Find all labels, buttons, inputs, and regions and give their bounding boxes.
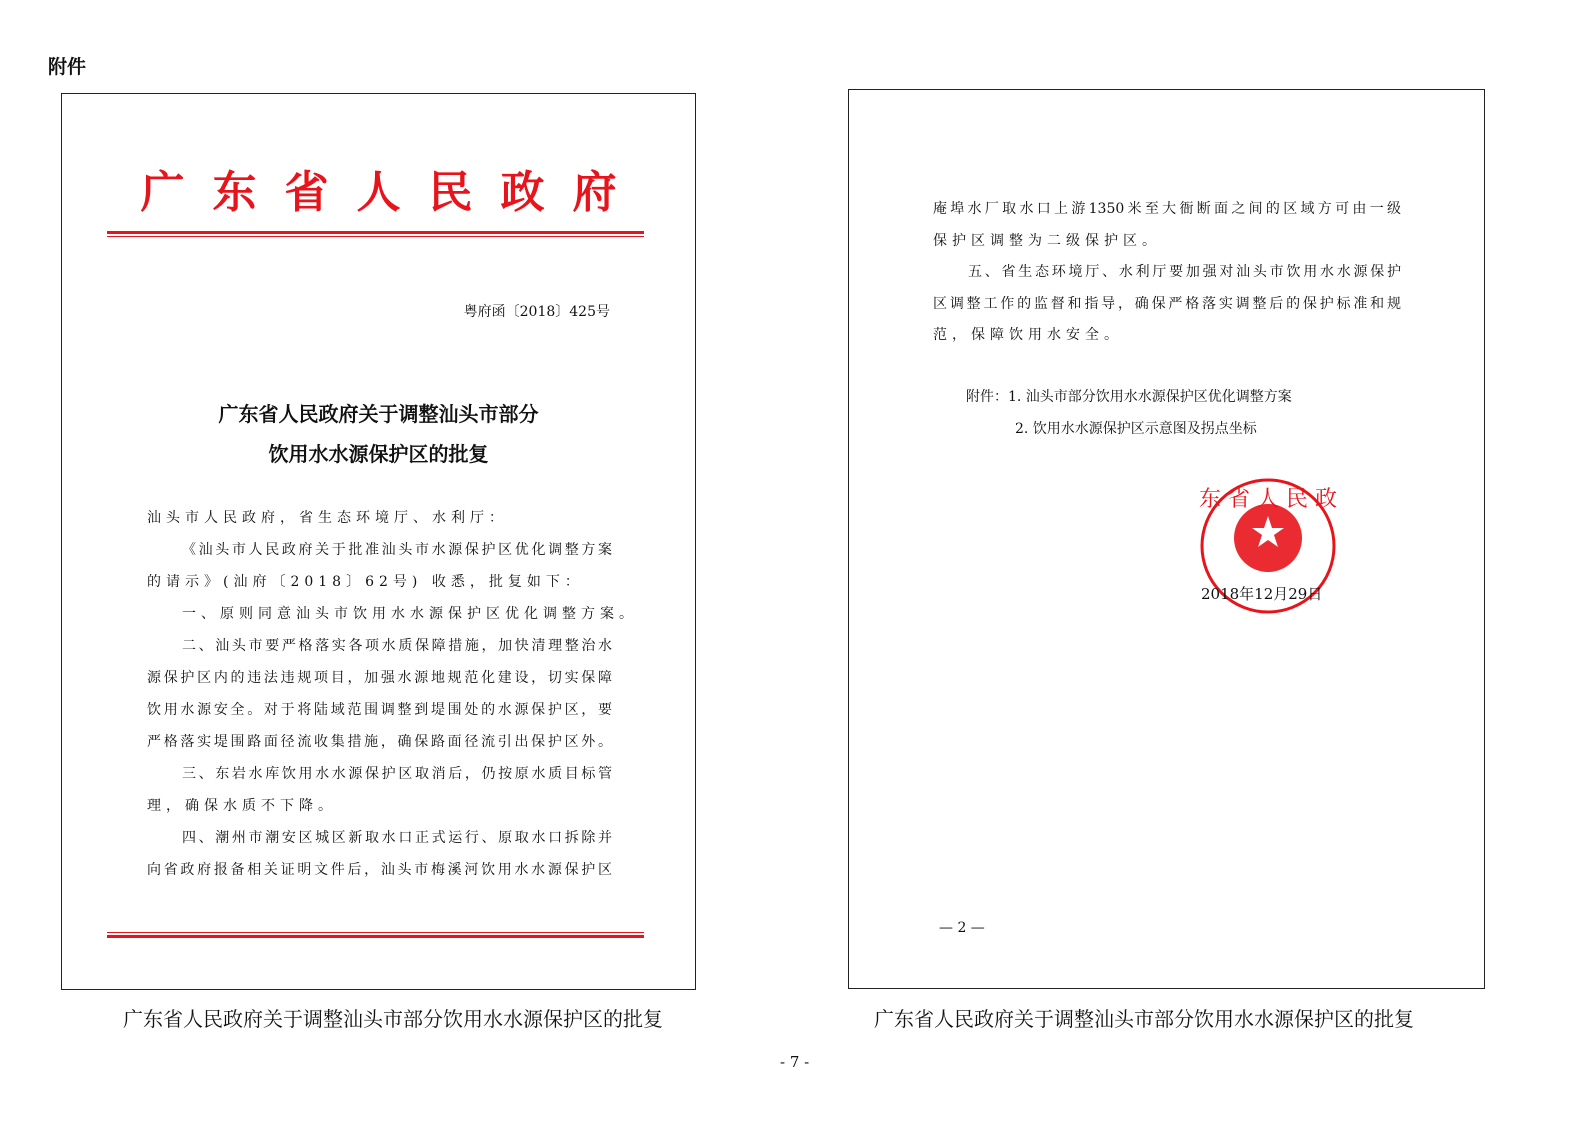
header-red-line-thin <box>107 236 644 237</box>
body-line: 源保护区内的违法违规项目，加强水源地规范化建设，切实保障 <box>147 670 612 686</box>
body-line: 范，保障饮用水安全。 <box>933 327 1123 343</box>
attachment-label: 附件 <box>48 56 87 78</box>
body-line: 五、省生态环境厅、水利厅要加强对汕头市饮用水水源保护 <box>968 264 1401 280</box>
document-title-line-1: 广东省人民政府关于调整汕头市部分 <box>218 402 539 426</box>
attachment-item-1: 附件：1. 汕头市部分饮用水水源保护区优化调整方案 <box>966 389 1292 405</box>
seal-arc-text: 东 省 人 民 政 <box>1199 487 1337 512</box>
right-page-caption: 广东省人民政府关于调整汕头市部分饮用水水源保护区的批复 <box>874 1007 1414 1031</box>
left-page-caption: 广东省人民政府关于调整汕头市部分饮用水水源保护区的批复 <box>123 1007 663 1031</box>
right-document-page <box>848 89 1485 989</box>
body-line: 理，确保水质不下降。 <box>147 798 337 814</box>
body-line: 三、东岩水库饮用水水源保护区取消后，仍按原水质目标管 <box>182 766 612 782</box>
body-line: 饮用水源安全。对于将陆域范围调整到堤围处的水源保护区，要 <box>147 702 612 718</box>
body-line: 四、潮州市潮安区城区新取水口正式运行、原取水口拆除并 <box>182 830 612 846</box>
body-line: 区调整工作的监督和指导，确保严格落实调整后的保护标准和规 <box>933 295 1401 312</box>
body-line: 严格落实堤围路面径流收集措施，确保路面径流引出保护区外。 <box>147 734 612 750</box>
left-document-page <box>61 93 696 990</box>
body-line: 向省政府报备相关证明文件后，汕头市梅溪河饮用水水源保护区 <box>147 862 612 878</box>
header-red-line <box>107 231 644 234</box>
signing-date: 2018年12月29日 <box>1201 585 1323 603</box>
body-line: 保护区调整为二级保护区。 <box>933 232 1161 249</box>
issuer-header: 广东省人民政府 <box>140 167 645 218</box>
footer-red-line <box>107 935 644 938</box>
footer-red-line-thin <box>107 932 644 933</box>
attachment-item-2: 2. 饮用水水源保护区示意图及拐点坐标 <box>1015 421 1257 437</box>
inner-page-number: — 2 — <box>939 920 985 936</box>
document-number: 粤府函〔2018〕425号 <box>463 304 610 320</box>
body-line: 汕头市人民政府，省生态环境厅、水利厅： <box>147 510 508 526</box>
body-line: 的请示》(汕府〔2018〕62号) 收悉，批复如下： <box>147 574 584 590</box>
body-line: 一、原则同意汕头市饮用水水源保护区优化调整方案。 <box>182 606 638 622</box>
body-line: 《汕头市人民政府关于批准汕头市水源保护区优化调整方案 <box>182 542 612 558</box>
body-line: 庵埠水厂取水口上游1350米至大衙断面之间的区域方可由一级 <box>933 201 1401 217</box>
body-line: 二、汕头市要严格落实各项水质保障措施，加快清理整治水 <box>182 638 612 654</box>
document-title-line-2: 饮用水水源保护区的批复 <box>268 442 489 466</box>
footer-page-number: - 7 - <box>780 1053 810 1071</box>
